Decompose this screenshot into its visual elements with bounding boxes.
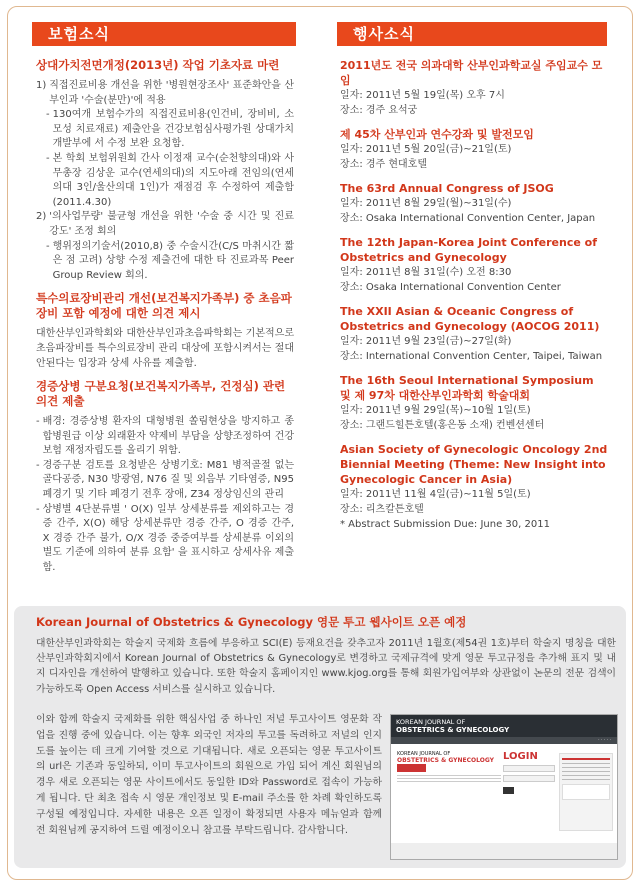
- event-title: The 63rd Annual Congress of JSOG: [340, 182, 554, 195]
- list-item: - 배경: 경증상병 환자의 대형병원 쏠림현상을 방지하고 종합병원급 이상 외래환자 약제비 부담을 상향조정하여 건강보험 재정자립도를 올리기 위함.: [36, 416, 294, 457]
- event-title: The 12th Japan-Korea Joint Conference of Obstetrics and Gynecology: [340, 236, 598, 264]
- event-date: 일자: 2011년 8월 29일(월)~31일(수): [340, 198, 512, 209]
- event-title: 2011년도 전국 의과대학 산부인과학교실 주임교수 모임: [340, 59, 603, 87]
- insurance-news-column: [36, 58, 294, 576]
- announcement-paragraph-1: 대한산부인과학회는 학술지 국제화 흐름에 부응하고 SCI(E) 등재요건을 갖추고자 2011년 1월호(제54권 1호)부터 학술지 명칭을 대한산부인과학회지에서 Korean Journal of Obstetrics & Gynecology로 변경하고 국제규격에 맞게 영문 투고규정을 추가해 표지 및 내지 디자인을 개선하여 발행하고 있습니다. 또한 학술지 홈페이지인 www.kjog.org를 통해 회원가입여부와 상관없이 논문의 전문 검색이 가능하도록 Open Access 서비스를 실시하고 있습니다.: [36, 638, 616, 695]
- section-title: 특수의료장비관리 개선(보건복지가족부) 중 초음파 장비 포함 예정에 대한 의견 제시: [36, 291, 292, 321]
- event-title: The 16th Seoul International Symposium 및 제 97차 대한산부인과학회 학술대회: [340, 374, 594, 402]
- event-item: [340, 235, 608, 295]
- login-button: [503, 787, 514, 794]
- announcement-paragraph-2: 이와 함께 학술지 국제화를 위한 핵심사업 중 하나인 저널 투고사이트 영문화 작업을 진행 중에 있습니다. 이는 향후 외국인 저자의 투고를 독려하고 저널의 인지도를 높이는 데 크게 기여할 것으로 기대됩니다. 새로 오픈되는 영문 투고사이트의 url은 기존과 동일하되, 이미 투고사이트의 회원으로 가입 되어 계신 회원님의 경우 새로 오픈되는 영문 사이트에서도 동일한 ID와 Password로 접속이 가능하게 됩니다. 단 최초 접속 시 영문 개인정보 및 E-mail 주소를 한 차례 확인하도록 구성될 예정입니다. 자세한 내용은 오픈 일정이 확정되면 사용자 메뉴얼과 함께 전 회원님께 공지하여 드릴 예정이오니 참고를 부탁드립니다. 감사합니다.: [36, 714, 382, 836]
- section-title: 경증상병 구분요청(보건복지가족부, 건정심) 관련 의견 제출: [36, 379, 286, 409]
- event-place: 장소: 리츠칼튼호텔: [340, 504, 424, 515]
- event-item: [340, 181, 608, 226]
- list-subitem: - 130여개 보험수가의 직접진료비용(인건비, 장비비, 소모성 치료재료) 제출안을 건강보험심사평가원 상대가치개발부에 서 수정 보완 요청함.: [46, 109, 294, 150]
- website-screenshot: [390, 714, 618, 860]
- website-banner: KOREAN JOURNAL OF OBSTETRICS & GYNECOLOGY: [391, 715, 617, 737]
- event-place: 장소: Osaka International Convention Center: [340, 282, 561, 293]
- event-date: 일자: 2011년 5월 19일(목) 오후 7시: [340, 90, 505, 101]
- event-place: 장소: 경주 현대호텔: [340, 159, 428, 170]
- event-date: 일자: 2011년 5월 20일(금)~21일(토): [340, 144, 512, 155]
- list-item: - 상병별 4단분류별 ' O(X) 일부 상세분류를 제외하고는 경증 간주, X(O) 해당 상세분류만 경증 간주, O 경증 간주, X 경증 간주 불가, O/X 경증 중증여부를 상세분류 이외의 별도 기준에 의하여 분류 요함' 을 표시하고 상세사유 제출함.: [36, 503, 294, 574]
- event-item: [340, 127, 608, 172]
- event-item: [340, 58, 608, 118]
- event-place: 장소: Osaka International Convention Center, Japan: [340, 213, 596, 224]
- announcement-box: [14, 606, 626, 868]
- event-item: [340, 304, 608, 364]
- section-title: 상대가치전면개정(2013년) 작업 기초자료 마련: [36, 58, 280, 72]
- event-news-header: 행사소식: [337, 22, 607, 46]
- announcement-title: Korean Journal of Obstetrics & Gynecology 영문 투고 웹사이트 오픈 예정: [36, 615, 467, 629]
- list-subitem: - 행위정의기술서(2010,8) 중 수술시간(C/S 마취시간 짧은 점 고려) 상향 수정 제출건에 대한 타 진료과목 Peer Group Review 회의.: [46, 240, 294, 281]
- event-item: [340, 373, 608, 433]
- event-title: The XXII Asian & Oceanic Congress of Obstetrics and Gynecology (AOCOG 2011): [340, 305, 600, 333]
- list-item: - 경증구분 검토를 요청받은 상병기호: M81 병적골절 없는 골다공증, N30 방광염, N76 질 및 외음부 기타염증, N95 폐경기 및 기타 폐경기 전후 장애, Z34 정상임신의 관리: [36, 459, 294, 501]
- event-place: 장소: International Convention Center, Taipei, Taiwan: [340, 351, 603, 362]
- event-title: 제 45차 산부인과 연수강좌 및 발전모임: [340, 128, 534, 141]
- event-date: 일자: 2011년 9월 29일(목)~10월 1일(토): [340, 405, 531, 416]
- abstract-note: * Abstract Submission Due: June 30, 2011: [340, 519, 550, 530]
- event-item: [340, 442, 608, 517]
- list-item: 1) 직접진료비용 개선을 위한 '병원현장조사' 표준화안을 산부인과 '수술(분만)'에 적용: [36, 80, 294, 106]
- password-field: [503, 775, 555, 782]
- list-subitem: - 본 학회 보험위원회 간사 이정재 교수(순천향의대)와 사무총장 김상운 교수(연세의대)의 지도아래 전임의(연세의대 3인/울산의대 1인)가 재점검 후 수정하여 제출함(2011.4.30): [46, 152, 294, 208]
- website-footer: [391, 843, 617, 859]
- website-journal-block: KOREAN JOURNAL OF OBSTETRICS & GYNECOLOGY: [397, 751, 501, 811]
- website-nav: · · · · ·: [391, 737, 617, 744]
- website-login-form: LOGIN: [503, 751, 555, 831]
- id-field: [503, 765, 555, 772]
- website-sidebar: [559, 753, 613, 831]
- event-title: Asian Society of Gynecologic Oncology 2nd Biennial Meeting (Theme: New Insight into Gynecologic Cancer in Asia): [340, 443, 608, 486]
- event-place: 장소: 경주 요석궁: [340, 105, 418, 116]
- event-news-column: [340, 58, 608, 532]
- event-date: 일자: 2011년 9월 23일(금)~27일(화): [340, 336, 512, 347]
- insurance-news-header: 보험소식: [32, 22, 296, 46]
- event-place: 장소: 그랜드힐튼호텔(홍은동 소재) 컨벤션센터: [340, 420, 545, 431]
- section-body: 대한산부인과학회와 대한산부인과초음파학회는 기본적으로 초음파장비를 특수의료장비 관리 대상에 포함시켜서는 절대 안된다는 입장과 상세 사유를 제출함.: [36, 328, 294, 369]
- event-date: 일자: 2011년 11월 4일(금)~11월 5일(토): [340, 489, 531, 500]
- event-date: 일자: 2011년 8월 31일(수) 오전 8:30: [340, 267, 512, 278]
- list-item: 2) '의사업무량' 불균형 개선을 위한 '수술 중 시간 및 진료강도' 조정 회의: [36, 211, 294, 237]
